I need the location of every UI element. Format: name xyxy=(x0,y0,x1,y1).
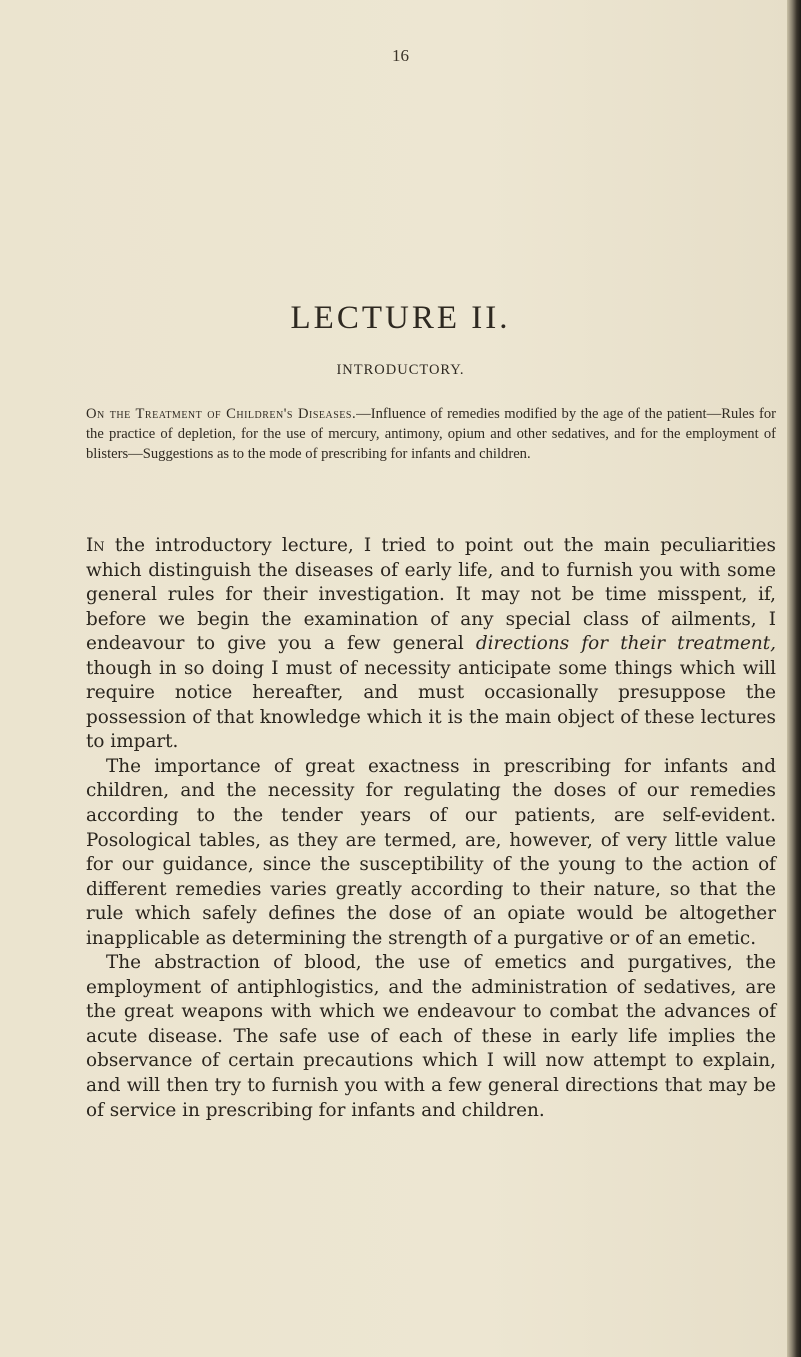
paragraph-1-lead: In xyxy=(86,535,105,556)
paragraph-1-italic: directions for their treatment, xyxy=(475,633,776,655)
page-edge-shadow xyxy=(787,0,801,1357)
paragraph-1-text-b: though in so doing I must of necessity anticipate some things which will require notice hereafter, and must occasionally presuppose the possession of that knowledge which it is the main object of these lectures to impart. xyxy=(86,657,776,753)
paragraph-1-text-a: the introductory lecture, I tried to point out the main peculiarities which distinguish the diseases of early life, and to furnish you with some general rules for their investigation. It may not be time misspent, if, before we begin the examination of any special class of ailments, I endeavour to give you a few general xyxy=(86,535,776,655)
lecture-subtitle: INTRODUCTORY. xyxy=(336,362,465,378)
summary-text: —Influence of remedies modified by the age of the patient—Rules for the practice of depletion, for the use of mercury, antimony, opium and other sedatives, and for the employment of blisters—Suggestions as to the mode of prescribing for infants and children. xyxy=(86,406,777,463)
lecture-title: LECTURE II. xyxy=(290,300,511,336)
paragraph-1 xyxy=(86,534,776,755)
page-number: 16 xyxy=(392,46,409,65)
body-text xyxy=(86,534,776,1123)
summary-lead: On the Treatment of Children's Diseases. xyxy=(86,406,357,422)
chapter-summary xyxy=(86,404,776,465)
paragraph-3: The abstraction of blood, the use of emetics and purgatives, the employment of antiphlogistics, and the administration of sedatives, are the great weapons with which we endeavour to combat the advances of acute disease. The safe use of each of these in early life implies the observance of certain precautions which I will now attempt to explain, and will then try to furnish you with a few general directions that may be of service in prescribing for infants and children. xyxy=(86,952,776,1121)
paragraph-2: The importance of great exactness in prescribing for infants and children, and the necessity for regulating the doses of our remedies according to the tender years of our patients, are self-evident. Posological tables, as they are termed, are, however, of very little value for our guidance, since the susceptibility of the young to the action of different remedies varies greatly according to their nature, so that the rule which safely defines the dose of an opiate would be altogether inapplicable as determining the strength of a purgative or of an emetic. xyxy=(86,755,776,949)
